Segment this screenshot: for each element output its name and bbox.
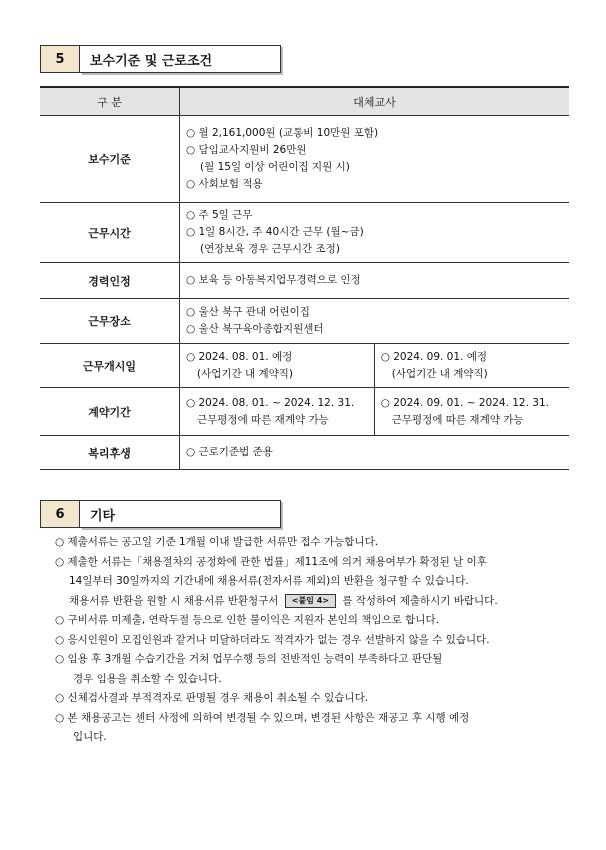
table-row: [40, 263, 569, 299]
list-item: ○ 임용 후 3개월 수습기간을 거쳐 업무수행 등의 전반적인 능력이 부족하다고 판단될: [55, 653, 443, 665]
header-category: 구 분: [40, 87, 180, 116]
start-right: [374, 344, 569, 388]
list-item: 경우 임용을 취소할 수 있습니다.: [73, 672, 222, 685]
table-row: [40, 436, 569, 470]
list-item: 입니다.: [73, 731, 107, 743]
start-line: (사업기간 내 계약직): [391, 367, 488, 380]
list-item: ○ 신체검사결과 부적격자로 판명될 경우 채용이 취소될 수 있습니다.: [55, 692, 369, 704]
place-line: ○ 울산 북구 관내 어린이집: [186, 306, 310, 318]
list-item: [55, 592, 575, 612]
return-request-text: 채용서류 반환을 원할 시 채용서류 반환청구서: [69, 594, 279, 607]
list-item: 14일부터 30일까지의 기간내에 채용서류(전자서류 제외)의 반환을 청구할 수 있습니다.: [69, 575, 469, 587]
pay-line: (월 15일 이상 어린이집 지원 시): [200, 161, 350, 173]
list-item: ○ 본 채용공고는 센터 사정에 의하여 변경될 수 있으며, 변경된 사항은 재공고 후 시행 예정: [55, 711, 470, 724]
section-6-header: [40, 500, 281, 528]
table-row: [40, 344, 569, 388]
welfare-line: ○ 근로기준법 준용: [186, 446, 273, 458]
start-line: ○ 2024. 08. 01. 예정: [186, 350, 293, 363]
table-row: [40, 203, 569, 263]
table-row: [40, 116, 569, 203]
pay-line: ○ 사회보험 적용: [186, 178, 263, 190]
start-line: ○ 2024. 09. 01. 예정: [380, 350, 488, 363]
hours-line: ○ 1일 8시간, 주 40시간 근무 (월~금): [186, 226, 364, 238]
pay-line: ○ 담임교사지원비 26만원: [186, 144, 307, 156]
career-line: ○ 보육 등 아동복지업무경력으로 인정: [186, 274, 361, 286]
place-line: ○ 울산 북구육아종합지원센터: [186, 323, 324, 335]
section-number: 5: [40, 45, 80, 73]
contract-line: ○ 2024. 09. 01. ~ 2024. 12. 31.: [380, 396, 549, 409]
contract-line: ○ 2024. 08. 01. ~ 2024. 12. 31.: [186, 396, 355, 409]
section-title: 보수기준 및 근로조건: [80, 45, 281, 73]
start-line: (사업기간 내 계약직): [197, 367, 294, 380]
contract-line: 근무평정에 따른 재계약 가능: [197, 413, 329, 426]
table-row: [40, 299, 569, 344]
place-details: [180, 299, 570, 344]
row-label-start: 근무개시일: [40, 344, 180, 388]
row-label-hours: 근무시간: [40, 203, 180, 263]
table-header-row: [40, 87, 569, 116]
header-substitute-teacher: 대체교사: [180, 87, 570, 116]
list-item: ○ 제출한 서류는「채용절차의 공정화에 관한 법률」제11조에 의거 채용여부가 확정된 날 이후: [55, 555, 487, 568]
hours-line: (연장보육 경우 근무시간 조정): [200, 243, 340, 255]
list-item: ○ 제출서류는 공고일 기준 1개월 이내 발급한 서류만 접수 가능합니다.: [55, 536, 379, 548]
pay-details: [180, 116, 570, 203]
section-5-header: [40, 45, 281, 73]
contract-left: [180, 388, 375, 436]
table-row: [40, 388, 569, 436]
hours-line: ○ 주 5일 근무: [186, 209, 253, 221]
row-label-welfare: 복리후생: [40, 436, 180, 470]
section-number: 6: [40, 500, 80, 528]
row-label-place: 근무장소: [40, 299, 180, 344]
misc-notice-list: [55, 533, 575, 748]
career-details: [180, 263, 570, 299]
hours-details: [180, 203, 570, 263]
contract-right: [374, 388, 569, 436]
work-conditions-table: [40, 86, 569, 470]
row-label-contract: 계약기간: [40, 388, 180, 436]
welfare-details: [180, 436, 570, 470]
contract-line: 근무평정에 따른 재계약 가능: [391, 413, 524, 426]
return-request-text: 를 작성하여 제출하시기 바랍니다.: [342, 594, 498, 607]
start-left: [180, 344, 375, 388]
attachment-badge: <붙임 4>: [285, 594, 336, 608]
row-label-pay: 보수기준: [40, 116, 180, 203]
section-title: 기타: [80, 500, 281, 528]
pay-line: ○ 월 2,161,000원 (교통비 10만원 포함): [186, 127, 379, 139]
list-item: ○ 응시인원이 모집인원과 같거나 미달하더라도 적격자가 없는 경우 선발하지 않을 수 있습니다.: [55, 633, 490, 646]
list-item: ○ 구비서류 미제출, 연락두절 등으로 인한 불이익은 지원자 본인의 책임으로 합니다.: [55, 614, 439, 626]
row-label-career: 경력인정: [40, 263, 180, 299]
